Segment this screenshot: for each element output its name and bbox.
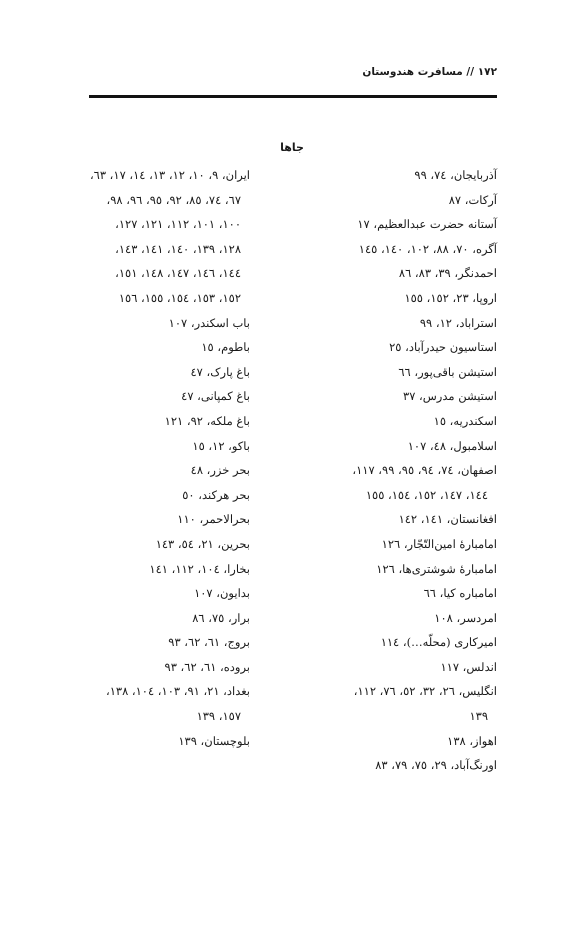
index-entry: بحر خزر، ٤۸ <box>190 463 250 478</box>
index-entry: باب اسکندر، ۱۰۷ <box>168 315 250 330</box>
index-entry: اسکندریه، ۱٥ <box>433 413 497 428</box>
index-entry: باغ ملکه، ۹۲، ۱۲۱ <box>164 413 250 428</box>
index-entry: امامبارهٔ شوشتری‌ها، ۱۲٦ <box>376 561 497 576</box>
index-entry: باغ کمپانی، ٤۷ <box>181 389 250 404</box>
index-entry: استیشن مدرس، ۳۷ <box>403 389 497 404</box>
index-column-right <box>330 163 497 778</box>
index-entry: امامبارهٔ امین‌التّجّار، ۱۲٦ <box>381 536 497 551</box>
index-entry: استیشن باقی‌پور، ٦٦ <box>398 364 497 379</box>
index-entry-continuation: ۱٤٤، ۱٤٦، ۱٤۷، ۱٤۸، ۱٥۱، <box>115 266 241 281</box>
index-entry: آذربایجان، ۷٤، ۹۹ <box>414 168 497 182</box>
index-entry: بلوچستان، ۱۳۹ <box>178 733 250 748</box>
index-entry: استاسیون حیدرآباد، ۲٥ <box>389 340 497 355</box>
section-title: جاها <box>280 141 304 154</box>
index-entry: بحرین، ۲۱، ٥٤، ۱٤۳ <box>155 536 250 551</box>
index-entry: بغداد، ۲۱، ۹۱، ۱۰۳، ۱۰٤، ۱۳۸، <box>106 684 250 699</box>
index-entry-continuation: ۱۲۸، ۱۳۹، ۱٤۰، ۱٤۱، ۱٤۳، <box>115 241 241 256</box>
index-entry: بروج، ٦۱، ٦۲، ۹۳ <box>168 635 250 650</box>
index-entry-continuation: ٦۷، ۷٤، ۸٥، ۹۲، ۹٥، ۹٦، ۹۸، <box>106 192 241 207</box>
index-entry-continuation: ۱۰۰، ۱۰۱، ۱۱۲، ۱۲۱، ۱۲۷، <box>115 217 241 232</box>
index-entry: امیرکاری (محلّه…)، ۱۱٤ <box>380 635 497 650</box>
header-rule <box>89 95 497 98</box>
index-column-left <box>89 163 250 753</box>
index-entry: ایران، ۹، ۱۰، ۱۲، ۱۳، ۱٤، ۱۷، ٦۳، <box>89 168 250 182</box>
index-entry: افغانستان، ۱٤۱، ۱٤۲ <box>398 512 497 527</box>
index-entry: اسلامبول، ٤۸، ۱۰۷ <box>407 438 497 453</box>
index-entry: بحر هرکند، ٥۰ <box>182 487 250 502</box>
index-entry: بروده، ٦۱، ٦۲، ۹۳ <box>164 659 250 674</box>
index-entry: اروپا، ۲۳، ۱٥۲، ۱٥٥ <box>404 290 497 305</box>
index-entry: آستانه حضرت عبدالعظیم، ۱۷ <box>357 217 497 232</box>
index-entry: بخارا، ۱۰٤، ۱۱۲، ۱٤۱ <box>149 561 250 576</box>
index-entry-continuation: ۱٥۲، ۱٥۳، ۱٥٤، ۱٥٥، ۱٥٦ <box>118 290 241 305</box>
index-entry: باکو، ۱۲، ۱٥ <box>192 438 250 453</box>
index-entry: اورنگ‌آباد، ۲۹، ۷٥، ۷۹، ۸۳ <box>375 758 497 773</box>
index-entry: اصفهان، ۷٤، ۹٤، ۹٥، ۹۹، ۱۱۷، <box>352 463 497 478</box>
index-entry: برار، ۷٥، ۸٦ <box>192 610 250 625</box>
running-head: ۱۷۲ // مسافرت هندوستان <box>362 66 497 78</box>
index-entry: آرکات، ۸۷ <box>448 192 497 207</box>
index-entry: امردسر، ۱۰۸ <box>434 610 497 625</box>
index-entry: اندلس، ۱۱۷ <box>440 659 497 674</box>
index-entry-continuation: ۱۳۹ <box>469 709 488 724</box>
index-entry: باطوم، ۱٥ <box>201 340 250 355</box>
index-entry-continuation: ۱٥۷، ۱۳۹ <box>196 709 241 724</box>
index-entry: بدایون، ۱۰۷ <box>194 586 250 601</box>
index-entry: احمدنگر، ۳۹، ۸۳، ۸٦ <box>398 266 497 281</box>
index-entry: آگره، ۷۰، ۸۸، ۱۰۲، ۱٤۰، ۱٤٥ <box>358 241 497 256</box>
index-entry: انگلیس، ۲٦، ۳۲، ٥۲، ۷٦، ۱۱۲، <box>353 684 497 699</box>
index-entry: اهواز، ۱۳۸ <box>447 733 497 748</box>
index-entry-continuation: ۱٤٤، ۱٤۷، ۱٥۲، ۱٥٤، ۱٥٥ <box>365 487 488 502</box>
index-entry: باغ پارک، ٤۷ <box>190 364 250 379</box>
index-entry: بحرالاحمر، ۱۱۰ <box>177 512 250 527</box>
index-entry: استراباد، ۱۲، ۹۹ <box>419 315 497 330</box>
index-entry: امامباره کیا، ٦٦ <box>423 586 497 601</box>
